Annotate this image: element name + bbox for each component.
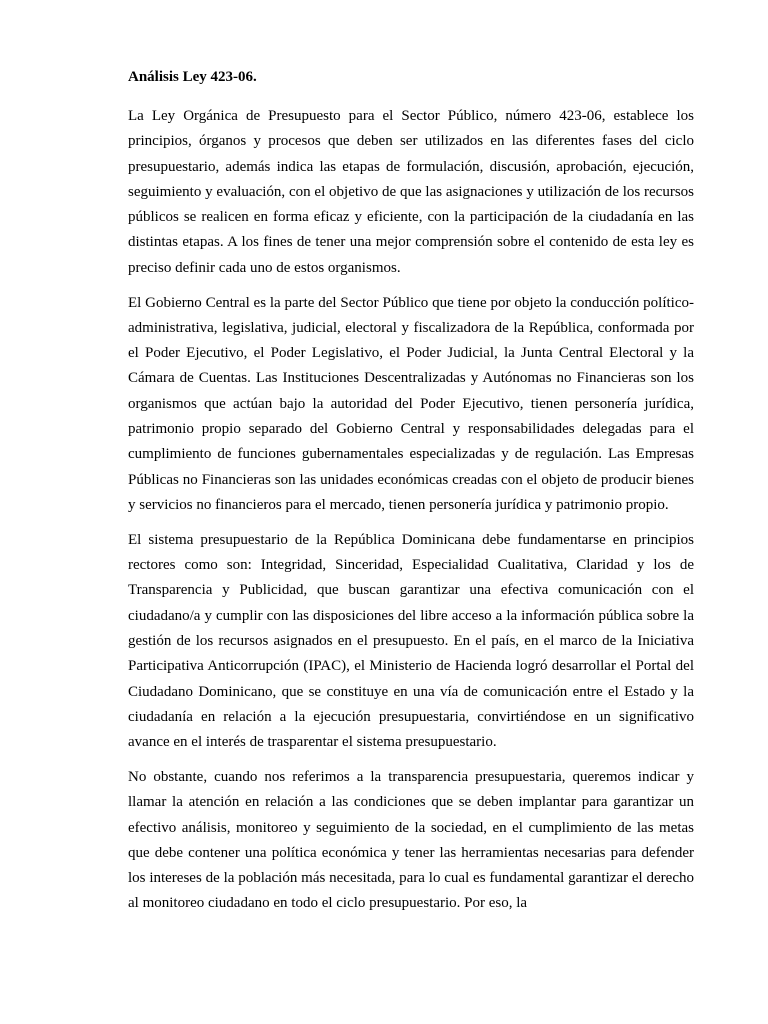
paragraph-4: No obstante, cuando nos referimos a la transparencia presupuestaria, queremos indicar y llamar la atención en relación a las condiciones que se deben implantar para garantizar un efectivo análisis, monitoreo y seguimiento de la sociedad, en el cumplimiento de las metas que debe contener una política económica y tener las herramientas necesarias para defender los intereses de la población más necesitada, para lo cual es fundamental garantizar el derecho al monitoreo ciudadano en todo el ciclo presupuestario. Por eso, la <box>128 768 694 912</box>
paragraph-2: El Gobierno Central es la parte del Sector Público que tiene por objeto la conducción político-administrativa, legislativa, judicial, electoral y fiscalizadora de la República, conformada por el Poder Ejecutivo, el Poder Legislativo, el Poder Judicial, la Junta Central Electoral y la Cámara de Cuentas. Las Instituciones Descentralizadas y Autónomas no Financieras son los organismos que actúan bajo la autoridad del Poder Ejecutivo, tienen personería jurídica, patrimonio propio separado del Gobierno Central y responsabilidades delegadas para el cumplimiento de funciones gubernamentales especializadas y de regulación. Las Empresas Públicas no Financieras son las unidades económicas creadas con el objeto de producir bienes y servicios no financieros para el mercado, tienen personería jurídica y patrimonio propio. <box>128 294 694 513</box>
paragraph-1: La Ley Orgánica de Presupuesto para el Sector Público, número 423-06, establece los principios, órganos y procesos que deben ser utilizados en las diferentes fases del ciclo presupuestario, además indica las etapas de formulación, discusión, aprobación, ejecución, seguimiento y evaluación, con el objetivo de que las asignaciones y utilización de los recursos públicos se realicen en forma eficaz y eficiente, con la participación de la ciudadanía en las distintas etapas. A los fines de tener una mejor comprensión sobre el contenido de esta ley es preciso definir cada uno de estos organismos. <box>128 108 694 276</box>
document-title: Análisis Ley 423-06. <box>128 69 257 85</box>
paragraph-3: El sistema presupuestario de la República Dominicana debe fundamentarse en principios rectores como son: Integridad, Sinceridad, Especialidad Cualitativa, Claridad y los de Transparencia y Publicidad, que buscan garantizar una efectiva comunicación con el ciudadano/a y cumplir con las disposiciones del libre acceso a la información pública sobre la gestión de los recursos asignados en el presupuesto. En el país, en el marco de la Iniciativa Participativa Anticorrupción (IPAC), el Ministerio de Hacienda logró desarrollar el Portal del Ciudadano Dominicano, que se constituye en una vía de comunicación entre el Estado y la ciudadanía en relación a la ejecución presupuestaria, convirtiéndose en un significativo avance en el interés de trasparentar el sistema presupuestario. <box>128 531 694 751</box>
